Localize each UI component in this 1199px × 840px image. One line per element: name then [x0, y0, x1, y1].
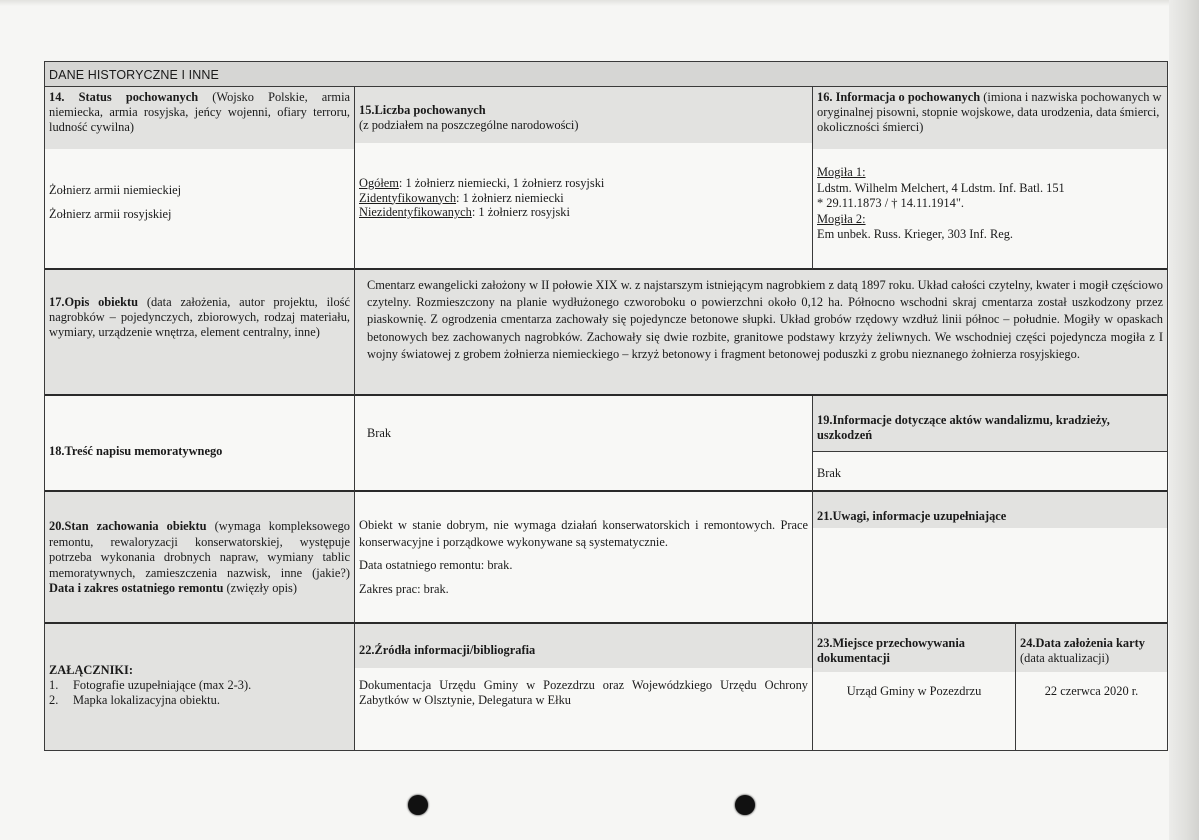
field-15-unidentified — [359, 205, 808, 220]
field-21-label-text: 21.Uwagi, informacje uzupełniające — [817, 509, 1007, 523]
field-21-notes — [813, 492, 1167, 624]
grave-2-title: Mogiła 2: — [817, 211, 866, 226]
field-14-value-1: Żołnierz armii niemieckiej — [49, 183, 182, 197]
field-22-value: Dokumentacja Urzędu Gminy w Pozezdrzu oraz Wojewódzkiego Urzędu Ochrony Zabytków w Olsztynie, Delegatura w Ełku — [359, 678, 808, 707]
grave-1-line-1: Ldstm. Wilhelm Melchert, 4 Ldstm. Inf. Batl. 151 — [817, 180, 1065, 195]
field-18-label-cell — [45, 396, 355, 492]
section-header — [45, 62, 1167, 87]
field-17-label-cell — [45, 270, 355, 396]
field-15-label-rest: (z podziałem na poszczególne narodowości) — [359, 118, 579, 132]
field-20-text-3: Zakres prac: brak. — [359, 581, 449, 596]
field-23-label-text: 23.Miejsce przechowywania dokumentacji — [817, 636, 965, 665]
field-15-identified-val: : 1 żołnierz niemiecki — [456, 190, 564, 205]
field-24-value: 22 czerwca 2020 r. — [1044, 684, 1139, 698]
field-19-value: Brak — [817, 466, 842, 480]
field-20-label-rest-2: (zwięzły opis) — [223, 581, 298, 596]
field-24-label-rest: (data aktualizacji) — [1020, 651, 1110, 665]
field-22-sources — [355, 624, 813, 750]
field-16-label-rest: (imiona i nazwiska pochowanych w oryginalnej pisowni, stopnie wojskowe, data urodzenia, data śmierci, okoliczności śmierci) — [817, 90, 1162, 134]
section-header-title: DANE HISTORYCZNE I INNE — [49, 68, 219, 82]
field-21-label — [813, 492, 1167, 528]
field-15-unidentified-val: : 1 żołnierz rosyjski — [471, 205, 570, 219]
field-22-label-text: 22.Źródła informacji/bibliografia — [359, 643, 536, 657]
punch-hole-left — [408, 795, 428, 815]
field-17-text: Cmentarz ewangelicki założony w II połowie XIX w. z najstarszym istniejącym nagrobkiem z datą 1897 roku. Układ całości czytelny, kwater i mogił częściowo czytelny. Rozmieszczony na planie wydłużonego czworoboku o powierzchni około 0,12 ha. Północno wschodni skraj cmentarza został uszkodzony przez piaskownię. Z ogrodzenia cmentarza zachowały się pojedyncze betonowe słupki. Układ grobów rzędowy wzdłuż linii północ – południe. Mogiły w opaskach betonowych bez zachowanych nagrobków. Zachowały się dwie rozbite, granitowe podstawy krzyży żeliwnych. We wschodniej części pojedyncza mogiła z I wojny światowej z grobem żołnierza niemieckiego – krzyż betonowy i fragment betonowej poduszki z grobu nieznanego żołnierza rosyjskiego. — [367, 278, 1163, 361]
field-18-label: 18.Treść napisu memoratywnego — [49, 444, 223, 458]
field-20-value-cell — [355, 492, 813, 624]
field-15-count — [355, 87, 813, 270]
field-14-status — [45, 87, 355, 270]
field-15-unidentified-key: Niezidentyfikowanych — [359, 205, 472, 219]
grave-1-title: Mogiła 1: — [817, 165, 866, 179]
paper-top-edge — [0, 0, 1199, 6]
field-15-identified-key: Zidentyfikowanych — [359, 190, 457, 205]
field-18-value: Brak — [367, 426, 392, 440]
field-15-total-val: : 1 żołnierz niemiecki, 1 żołnierz rosyjski — [398, 176, 605, 190]
field-24-label — [1016, 624, 1167, 672]
field-20-text-1: Obiekt w stanie dobrym, nie wymaga działań konserwatorskich i remontowych. Prace konserwacyjne i porządkowe wykonywane są systematycznie. — [359, 518, 808, 549]
attachment-item-1-text: Fotografie uzupełniające (max 2-3). — [73, 678, 252, 692]
attachment-item-2-text: Mapka lokalizacyjna obiektu. — [73, 693, 220, 707]
field-18-value-cell — [355, 396, 813, 492]
field-23-storage — [813, 624, 1016, 750]
field-20-text-2: Data ostatniego remontu: brak. — [359, 558, 513, 572]
field-17-description — [355, 270, 1167, 396]
field-20-label — [49, 519, 350, 581]
attachment-item-2: 2. Mapka lokalizacyjna obiektu. — [49, 693, 220, 707]
field-20-label-bold-2: Data i zakres ostatniego remontu — [49, 581, 224, 596]
field-15-identified — [359, 191, 808, 206]
attachments-cell — [45, 624, 355, 750]
field-16-label — [813, 87, 1167, 149]
field-19-vandalism — [813, 396, 1167, 492]
grave-2-line-1: Em unbek. Russ. Krieger, 303 Inf. Reg. — [817, 227, 1013, 241]
field-14-label-bold: 14. Status pochowanych — [49, 90, 199, 104]
field-16-label-bold: 16. Informacja o pochowanych — [817, 90, 981, 104]
field-22-label — [355, 624, 812, 668]
field-15-label — [355, 87, 812, 143]
paper-right-edge — [1169, 0, 1199, 840]
grave-1-line-2: * 29.11.1873 / † 14.11.1914". — [817, 196, 964, 210]
field-17-label — [49, 295, 350, 340]
field-14-label — [45, 87, 354, 149]
field-19-label — [813, 396, 1167, 452]
field-15-total — [359, 176, 808, 191]
punch-hole-right — [735, 795, 755, 815]
field-16-info — [813, 87, 1167, 270]
history-data-table — [44, 61, 1168, 751]
field-15-label-bold: 15.Liczba pochowanych — [359, 103, 486, 117]
field-20-label-cell — [45, 492, 355, 624]
attachments-label: ZAŁĄCZNIKI: — [49, 663, 133, 677]
field-24-label-bold: 24.Data założenia karty — [1020, 636, 1145, 650]
attachment-item-1: 1. Fotografie uzupełniające (max 2-3). — [49, 678, 252, 692]
field-24-date — [1016, 624, 1167, 750]
field-17-label-bold: 17.Opis obiektu — [49, 295, 139, 309]
field-23-value: Urząd Gminy w Pozezdrzu — [846, 684, 982, 698]
field-20-label-2 — [49, 581, 350, 597]
field-17-label-rest: (data założenia, autor projektu, ilość nagrobków – pojedynczych, zbiorowych, rodzaj materiału, wymiary, urządzenie wnętrza, element centralny, inne) — [49, 295, 351, 339]
field-23-label — [813, 624, 1015, 672]
field-14-label-rest: (Wojsko Polskie, armia niemiecka, armia rosyjska, jeńcy wojenni, ofiary terroru, ludność cywilna) — [49, 90, 351, 134]
field-20-label-bold: 20.Stan zachowania obiektu — [49, 519, 207, 533]
field-14-value-2: Żołnierz armii rosyjskiej — [49, 207, 172, 221]
field-20-label-rest: (wymaga kompleksowego remontu, rewaloryzacji konserwatorskiej, występuje potrzeba wykonania drobnych napraw, wymiany tablic memoratywnych, zamieszczenia nazwisk, inne (jakie?) — [49, 519, 350, 580]
field-15-total-key: Ogółem — [359, 176, 399, 190]
field-19-label-text: 19.Informacje dotyczące aktów wandalizmu, kradzieży, uszkodzeń — [817, 413, 1110, 442]
